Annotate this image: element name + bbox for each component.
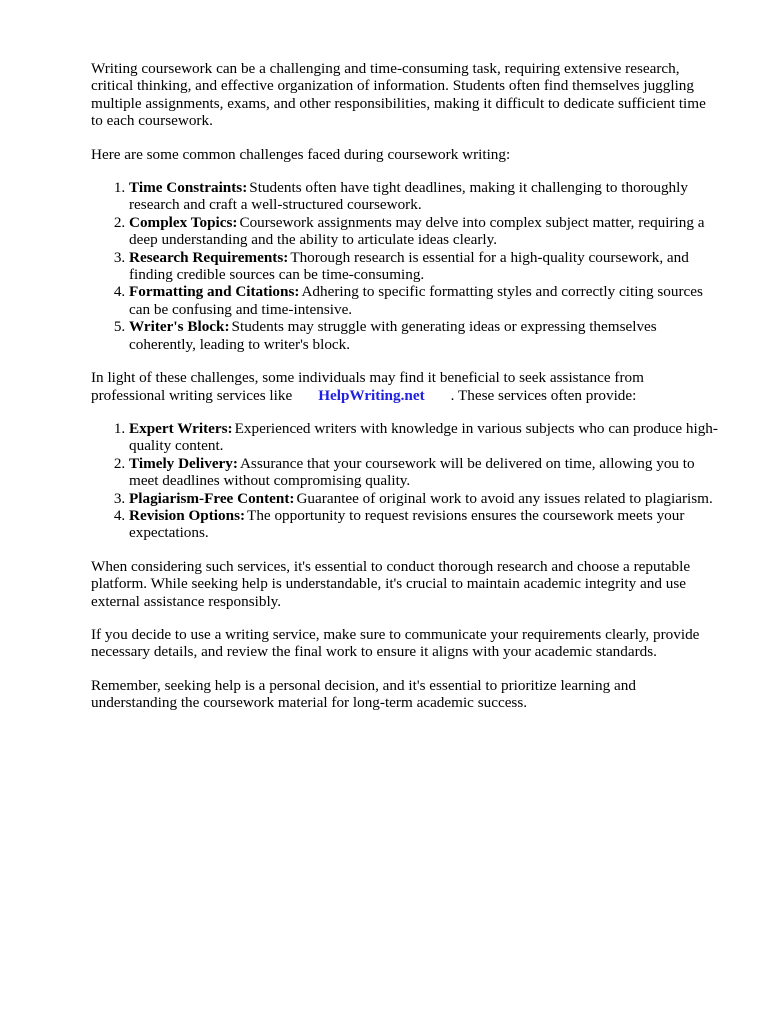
assistance-text-before: In light of these challenges, some individuals may find it beneficial to seek assistance from professional writing services like <box>91 369 644 404</box>
list-item-text: Assurance that your coursework will be delivered on time, allowing you to meet deadlines without compromising quality. <box>129 454 695 490</box>
list-item-text: Guarantee of original work to avoid any issues related to plagiarism. <box>296 489 713 507</box>
list-item-term: Revision Options: <box>129 506 246 524</box>
considering-paragraph: When considering such services, it's essential to conduct thorough research and choose a reputable platform. While seeking help is understandable, it's crucial to maintain academic integrity and use external assistance responsibly. <box>91 557 691 610</box>
assistance-paragraph <box>91 369 721 404</box>
list-item-text: Students may struggle with generating ideas or expressing themselves coherently, leading to writer's block. <box>129 318 657 353</box>
list-item-term: Formatting and Citations: <box>129 283 300 301</box>
list-item-text: Coursework assignments may delve into complex subject matter, requiring a deep understanding and the ability to articulate ideas clearly. <box>129 213 705 249</box>
list-item-text: Students often have tight deadlines, making it challenging to thoroughly research and craft a well-structured coursework. <box>129 179 688 214</box>
challenges-list <box>91 179 721 353</box>
list-item-term: Complex Topics: <box>129 213 238 231</box>
list-item <box>129 214 721 249</box>
document-page <box>91 60 721 728</box>
list-item-text: Experienced writers with knowledge in various subjects who can produce high-quality content. <box>129 419 718 455</box>
list-item-text: Adhering to specific formatting styles and correctly citing sources can be confusing and time-intensive. <box>129 283 703 318</box>
list-item <box>129 455 721 490</box>
list-item <box>129 420 721 455</box>
remember-paragraph: Remember, seeking help is a personal decision, and it's essential to prioritize learning and understanding the coursework material for long-term academic success. <box>91 676 636 712</box>
services-list <box>91 420 721 542</box>
intro-paragraph: Writing coursework can be a challenging and time-consuming task, requiring extensive research, critical thinking, and effective organization of information. Students often find themselves juggling multiple assignments, exams, and other responsibilities, making it difficult to dedicate sufficient time to each coursework. <box>91 60 706 130</box>
list-item <box>129 318 721 353</box>
challenges-heading: Here are some common challenges faced during coursework writing: <box>91 145 511 163</box>
assistance-text-after: . These services often provide: <box>450 386 637 404</box>
list-item-term: Writer's Block: <box>129 318 230 336</box>
list-item <box>129 249 721 284</box>
list-item <box>129 283 721 318</box>
list-item-term: Timely Delivery: <box>129 454 238 472</box>
list-item-text: The opportunity to request revisions ensures the coursework meets your expectations. <box>129 506 685 542</box>
list-item-term: Time Constraints: <box>129 179 248 197</box>
list-item-term: Expert Writers: <box>129 419 233 437</box>
helpwriting-link[interactable]: HelpWriting.net <box>318 386 425 404</box>
list-item <box>129 179 721 214</box>
decide-paragraph: If you decide to use a writing service, make sure to communicate your requirements clearly, provide necessary details, and review the final work to ensure it aligns with your academic standards. <box>91 625 700 661</box>
list-item-term: Research Requirements: <box>129 248 289 266</box>
list-item <box>129 490 721 507</box>
list-item-term: Plagiarism-Free Content: <box>129 489 295 507</box>
list-item <box>129 507 721 542</box>
list-item-text: Thorough research is essential for a high-quality coursework, and finding credible sources can be time-consuming. <box>129 248 689 284</box>
